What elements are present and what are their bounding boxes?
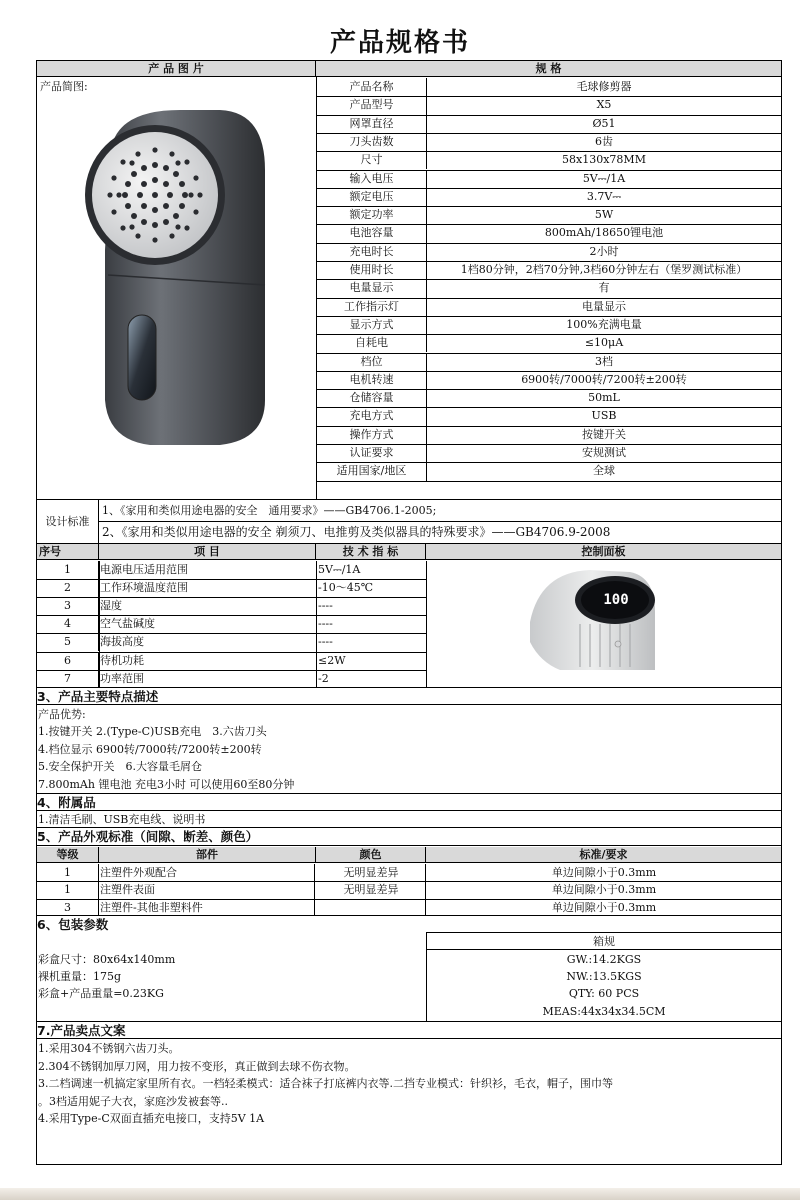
feature-line: 4.档位显示 6900转/7000转/7200转±200转 [38, 742, 262, 756]
s5-part: 注塑件-其他非塑料件 [100, 899, 315, 916]
selling-point-line: 3.二档调速一机搞定家里所有衣。一档轻柔模式：适合袜子打底裤内衣等.二挡专业模式：针织衫，毛衣，帽子，围巾等 [38, 1077, 613, 1090]
carton-spec-line: NW.:13.5KGS [566, 970, 642, 984]
s5-grade: 3 [37, 899, 99, 916]
spec-name: 尺寸 [317, 151, 427, 169]
spec-value: 3.7V⎓ [586, 189, 622, 203]
carton-spec-title: 箱规 [427, 933, 781, 950]
feature-line: 产品优势: [38, 708, 86, 721]
selling-point-line: 2.304不锈钢加厚刀网，用力按不变形，真正做到去球不伤衣物。 [38, 1059, 356, 1073]
spec-name: 网罩直径 [317, 115, 427, 133]
spec-value: 5W [594, 208, 614, 222]
s5-header-grade: 等级 [37, 847, 99, 863]
spec-name: 额定电压 [317, 188, 427, 206]
spec-value: 800mAh/18650锂电池 [544, 226, 664, 240]
spec-name: 产品型号 [317, 96, 427, 114]
test-row-no: 6 [37, 652, 99, 670]
package-net-weight: 裸机重量：175g [38, 970, 122, 983]
s5-part: 注塑件表面 [100, 881, 315, 898]
spec-value: 有 [598, 281, 610, 295]
section-7-title: 7.产品卖点文案 [37, 1022, 781, 1039]
spec-name: 适用国家/地区 [317, 462, 427, 480]
spec-name: 档位 [317, 353, 427, 371]
spec-name: 输入电压 [317, 170, 427, 188]
spec-name: 刀头齿数 [317, 133, 427, 151]
spec-value: X5 [596, 98, 612, 112]
test-row-item: 功率范围 [100, 671, 144, 685]
spec-value: 3档 [595, 354, 613, 368]
photo-label: 产品简图: [40, 80, 88, 93]
spec-value: ≤10μA [584, 336, 624, 350]
test-row-item: 空气盐碱度 [100, 617, 155, 631]
spec-name: 额定功率 [317, 206, 427, 224]
s5-header-color: 颜色 [316, 847, 426, 863]
spec-value: 毛球修剪器 [576, 80, 632, 93]
s5-req: 单边间隙小于0.3mm [551, 900, 657, 914]
bottom-edge [0, 1188, 800, 1200]
spec-value: 2小时 [589, 244, 619, 258]
spec-name: 充电时长 [317, 243, 427, 261]
spec-name: 工作指示灯 [317, 298, 427, 316]
spec-value: 50mL [588, 391, 620, 405]
test-row-spec: 5V⎓/1A [318, 563, 361, 576]
s5-color: 无明显差异 [317, 864, 426, 881]
test-row-spec: -10～45℃ [318, 581, 374, 595]
spec-name: 产品名称 [317, 78, 427, 96]
test-row-no: 2 [37, 579, 99, 597]
s5-req: 单边间隙小于0.3mm [551, 866, 657, 879]
feature-line: 7.800mAh 锂电池 充电3小时 可以使用60至80分钟 [38, 777, 295, 791]
feature-line: 1.按键开关 2.(Type-C)USB充电 3.六齿刀头 [38, 725, 267, 739]
section-4-title: 4、附属品 [37, 794, 781, 811]
col-divider [99, 561, 100, 688]
test-row-item: 待机功耗 [100, 653, 144, 667]
spec-name: 电池容量 [317, 224, 427, 242]
spec-value: Ø51 [592, 116, 616, 130]
spec-value: 安规测试 [582, 446, 626, 459]
test-header-no: 序号 [37, 544, 99, 560]
spec-value: 6900转/7000转/7200转±200转 [521, 372, 687, 386]
s5-req: 单边间隙小于0.3mm [551, 883, 657, 897]
s5-color [317, 899, 426, 916]
carton-spec-line: GW.:14.2KGS [566, 953, 642, 966]
control-panel-image [520, 562, 660, 672]
test-row-no: 4 [37, 615, 99, 633]
test-row-item: 海拔高度 [100, 635, 144, 649]
carton-spec-line: MEAS:44x34x34.5CM [542, 1004, 666, 1018]
test-header-panel: 控制面板 [426, 544, 781, 560]
col-divider [426, 561, 427, 688]
s5-header-part: 部件 [99, 847, 316, 863]
spec-value: 全球 [593, 464, 615, 478]
section-5-title: 5、产品外观标准（间隙、断差、颜色） [37, 828, 781, 846]
col-divider [316, 561, 317, 688]
test-row-spec: -2 [318, 671, 329, 685]
page-title: 产品规格书 [329, 28, 470, 58]
s5-grade: 1 [37, 864, 99, 881]
feature-line: 5.安全保护开关 6.大容量毛屑仓 [38, 760, 202, 774]
test-row-spec: ---- [318, 599, 333, 613]
s5-color: 无明显差异 [317, 881, 426, 898]
test-row-spec: ---- [318, 635, 333, 649]
selling-point-line: 。3档适用妮子大衣，家庭沙发被套等.. [38, 1094, 228, 1108]
photo-header: 产 品 图 片 [37, 61, 316, 77]
test-row-no: 3 [37, 597, 99, 615]
test-row-spec: ---- [318, 617, 333, 631]
s5-grade: 1 [37, 881, 99, 898]
s5-part: 注塑件外观配合 [100, 864, 315, 881]
spec-name: 仓储容量 [317, 389, 427, 407]
spec-value: 58x130x78MM [562, 153, 646, 167]
spec-value: 1档80分钟，2档70分钟,3档60分钟左右（堡罗测试标准） [460, 263, 748, 276]
row-divider [316, 481, 782, 482]
product-image [70, 100, 290, 470]
selling-point-line: 4.采用Type-C双面直插充电接口，支持5V 1A [38, 1112, 265, 1125]
spec-name: 操作方式 [317, 426, 427, 444]
spec-name: 显示方式 [317, 316, 427, 334]
section-4-line: 1.清洁毛刷、USB充电线、说明书 [38, 813, 206, 826]
selling-point-line: 1.采用304不锈钢六齿刀头。 [38, 1042, 180, 1055]
test-row-no: 1 [37, 561, 99, 579]
test-row-no: 7 [37, 670, 99, 688]
spec-value: 电量显示 [582, 299, 626, 313]
design-standard-item-2: 2、《家用和类似用途电器的安全 剃须刀、电推剪及类似器具的特殊要求》——GB4706.9-2008 [102, 525, 611, 539]
spec-name: 电机转速 [317, 371, 427, 389]
carton-spec-line: QTY: 60 PCS [568, 987, 640, 1001]
spec-name: 认证要求 [317, 444, 427, 462]
package-total-weight: 彩盒+产品重量=0.23KG [38, 987, 164, 1000]
spec-name: 自耗电 [317, 334, 427, 352]
section-3-title: 3、产品主要特点描述 [37, 688, 781, 705]
test-row-item: 电源电压适用范围 [100, 563, 188, 576]
test-header-spec: 技 术 指 标 [316, 544, 426, 560]
spec-header: 规 格 [316, 61, 781, 77]
test-row-item: 湿度 [100, 599, 122, 613]
test-header-item: 项 目 [99, 544, 316, 560]
spec-name: 使用时长 [317, 261, 427, 279]
spec-value: USB [591, 409, 617, 423]
control-panel-display: 100 [603, 592, 629, 608]
spec-value: 6齿 [595, 134, 613, 148]
spec-value: 5V⎓/1A [582, 171, 626, 185]
spec-name: 充电方式 [317, 407, 427, 425]
design-standard-label: 设计标准 [37, 500, 99, 543]
section-6-title: 6、包装参数 [37, 917, 109, 932]
test-row-spec: ≤2W [318, 653, 346, 667]
spec-value: 100%充满电量 [566, 317, 642, 331]
test-row-item: 工作环境温度范围 [100, 581, 188, 595]
spec-value: 按键开关 [582, 427, 626, 441]
design-standard-item-1: 1、《家用和类似用途电器的安全 通用要求》——GB4706.1-2005; [102, 504, 437, 517]
spec-name: 电量显示 [317, 279, 427, 297]
package-color-box-size: 彩盒尺寸：80x64x140mm [38, 953, 176, 966]
test-row-no: 5 [37, 633, 99, 651]
s5-header-req: 标准/要求 [426, 847, 781, 863]
